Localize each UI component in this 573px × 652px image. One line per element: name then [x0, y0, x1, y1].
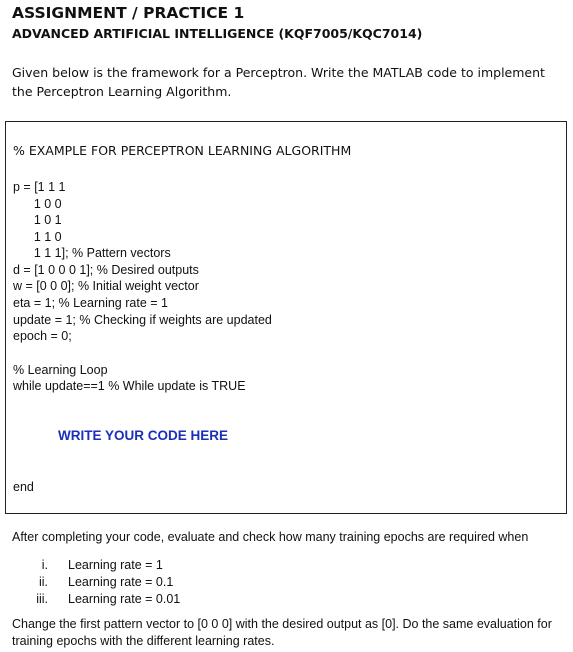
list-item-number: ii. [38, 575, 48, 589]
code-line: update = 1; % Checking if weights are updated [13, 313, 272, 327]
list-item-number: iii. [36, 592, 48, 606]
code-line: 1 1 1]; % Pattern vectors [13, 246, 171, 260]
list-item-text: Learning rate = 0.01 [68, 592, 181, 606]
closing-paragraph: Change the first pattern vector to [0 0 0] with the desired output as [0]. Do the same evaluation for training epochs with the different learning rates. [12, 617, 552, 648]
code-line: 1 0 0 [13, 197, 62, 211]
code-line: eta = 1; % Learning rate = 1 [13, 296, 168, 310]
code-comment-loop: % Learning Loop [13, 363, 108, 377]
code-line: 1 1 0 [13, 230, 62, 244]
after-text: After completing your code, evaluate and check how many training epochs are required when [12, 530, 529, 544]
code-line: d = [1 0 0 0 1]; % Desired outputs [13, 263, 199, 277]
page-title: ASSIGNMENT / PRACTICE 1 [12, 4, 245, 22]
list-item-number: i. [41, 558, 48, 572]
course-subtitle: ADVANCED ARTIFICIAL INTELLIGENCE (KQF7005/KQC7014) [12, 26, 423, 41]
code-comment-title: % EXAMPLE FOR PERCEPTRON LEARNING ALGORITHM [13, 143, 352, 158]
intro-paragraph: Given below is the framework for a Perceptron. Write the MATLAB code to implement the Perceptron Learning Algorithm. [12, 65, 545, 99]
code-line: w = [0 0 0]; % Initial weight vector [13, 279, 199, 293]
after-paragraph [12, 530, 568, 544]
list-item-text: Learning rate = 1 [68, 558, 163, 572]
code-line: p = [1 1 1 [13, 180, 66, 194]
write-code-placeholder: WRITE YOUR CODE HERE [58, 428, 229, 443]
code-end: end [13, 480, 34, 494]
code-line: epoch = 0; [13, 329, 72, 343]
learning-rate-list [12, 556, 568, 612]
code-box [5, 121, 567, 514]
code-line: 1 0 1 [13, 213, 62, 227]
code-while-line: while update==1 % While update is TRUE [13, 379, 246, 393]
list-item-text: Learning rate = 0.1 [68, 575, 174, 589]
